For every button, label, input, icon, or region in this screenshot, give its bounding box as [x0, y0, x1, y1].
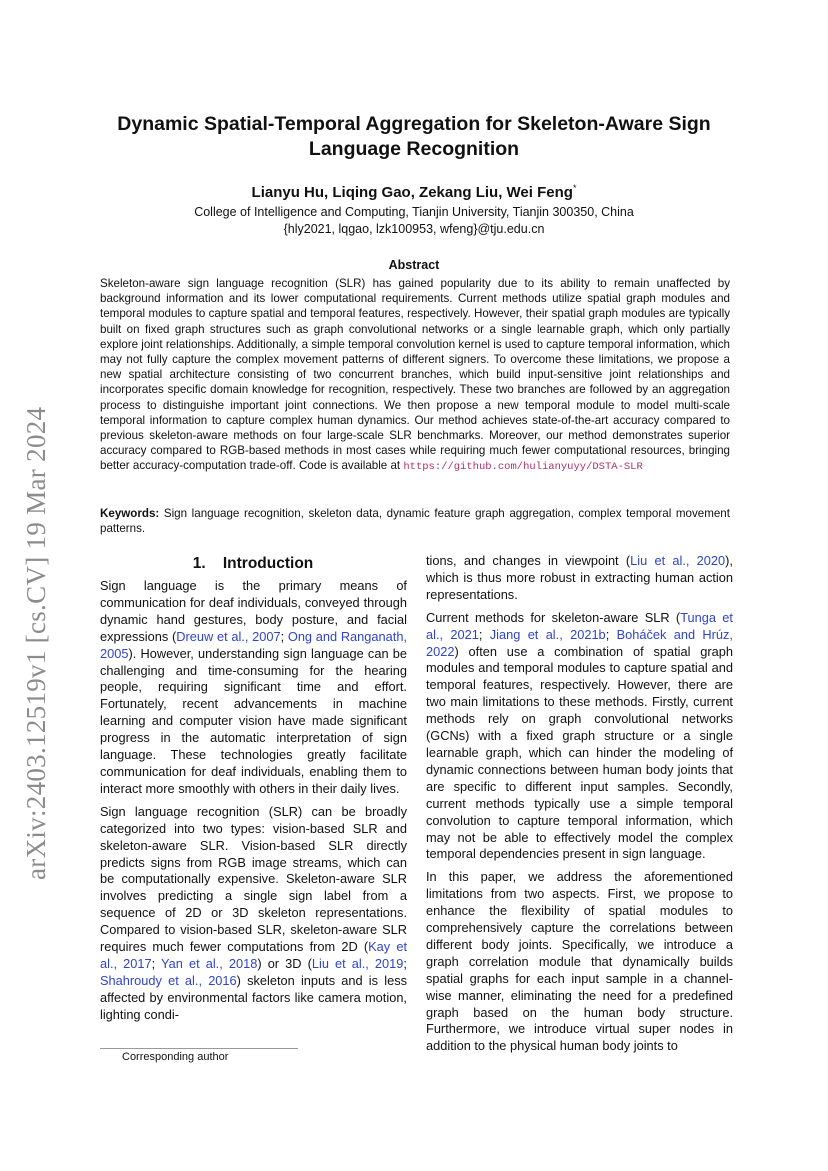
- abstract-heading: Abstract: [388, 258, 440, 272]
- paragraph-text: ), which is thus more robust in extracting human action representations.: [426, 553, 733, 602]
- citation-link[interactable]: Tunga et al., 2021: [426, 609, 733, 642]
- citation-link[interactable]: Dreuw et al., 2007: [176, 628, 281, 644]
- author-list: [100, 183, 728, 201]
- code-link[interactable]: https://github.com/hulianyuyy/DSTA-SLR: [403, 461, 643, 474]
- keywords-label: Keywords:: [100, 507, 160, 520]
- paragraph-text: ;: [151, 955, 162, 971]
- citation-link[interactable]: Liu et al., 2020: [630, 553, 726, 568]
- citation-link[interactable]: Liu et al., 2019: [311, 955, 404, 971]
- affiliation: College of Intelligence and Computing, Tianjin University, Tianjin 300350, China: [194, 205, 634, 219]
- paragraph-text: ). However, understanding sign language can be challenging and time-consuming for the hearing people, requiring significant time and effort. Fortunately, recent advancements in machine learning and computer vision have made significant progress in the automatic interpretation of sign language. These technologies greatly facilitate communication for deaf individuals, enabling them to interact more smoothly with others in their daily lives.: [100, 645, 407, 796]
- paragraph-text: Sign language is the primary means of communication for deaf individuals, conveyed through dynamic hand gestures, body posture, and facial expressions (: [100, 578, 407, 644]
- right-column: [426, 553, 733, 1061]
- citation-link[interactable]: Shahroudy et al., 2016: [100, 972, 237, 988]
- footnote: Corresponding author: [122, 1051, 229, 1063]
- footnote-rule: [100, 1048, 298, 1049]
- corresponding-mark: *: [572, 183, 577, 193]
- paragraph-text: Sign language recognition (SLR) can be broadly categorized into two types: vision-based SLR and skeleton-aware SLR. Vision-based SLR directly predicts signs from RGB image streams, which can be computationally expensive. Skeleton-aware SLR involves predicting a single sign label from a sequence of 2D or 3D skeleton representations. Compared to vision-based SLR, skeleton-aware SLR requires much fewer computations from 2D (: [100, 803, 407, 955]
- keywords: [100, 506, 730, 536]
- intro-paragraph-1: [100, 578, 407, 798]
- section-title: Introduction: [222, 555, 314, 572]
- author-names: Lianyu Hu, Liqing Gao, Zekang Liu, Wei Feng: [251, 184, 573, 201]
- arxiv-stamp-text: arXiv:2403.12519v1 [cs.CV] 19 Mar 2024: [21, 406, 51, 880]
- abstract-text: Skeleton-aware sign language recognition (SLR) has gained popularity due to its ability to remain unaffected by background information and its lower computational requirements. Current methods utilize spatial graph modules and temporal modules to capture spatial and temporal features, respectively. However, their spatial graph modules are typically built on fixed graph structures such as graph convolutional networks or a single learnable graph, which only partially explore joint relationships. Additionally, a simple temporal convolution kernel is used to capture temporal information, which may not fully capture the complex movement patterns of different signers. To overcome these limitations, we propose a new spatial architecture consisting of two concurrent branches, which build input-sensitive joint relationships and incorporates specific domain knowledge for recognition, respectively. These two branches are followed by an aggregation process to distinguishe important joint connections. We then propose a new temporal module to model multi-scale temporal information to capture complex human dynamics. Our method achieves state-of-the-art accuracy compared to previous skeleton-aware methods on four large-scale SLR benchmarks. Moreover, our method demonstrates superior accuracy compared to RGB-based methods in most cases while requiring much fewer computational resources, bringing better accuracy-computation trade-off.: [100, 277, 730, 473]
- intro-paragraph-4: [426, 610, 733, 864]
- paragraph-text: In this paper, we address the aforementioned limitations from two aspects. First, we propose to enhance the flexibility of spatial modules to comprehensively capture the correlations between different body joints. Specifically, we introduce a graph correlation module that dynamically builds spatial graphs for each input sample in a channel-wise manner, eliminating the need for a predefined graph based on the human body structure. Furthermore, we introduce virtual super nodes in addition to the physical human body joints to: [426, 869, 733, 1054]
- intro-paragraph-5: [426, 869, 733, 1055]
- section-heading-introduction: [100, 555, 406, 573]
- citation-link[interactable]: Kay et al., 2017: [100, 939, 407, 971]
- code-availability: Code is available at: [298, 459, 404, 473]
- paragraph-text: ) often use a combination of spatial graph modules and temporal modules to capture spatial and temporal features, respectively. However, there are two main limitations to these methods. Firstly, current methods rely on graph convolutional networks (GCNs) with a fixed graph structure or a single learnable graph, which can hinder the modeling of dynamic connections between human body joints that are specific to different input samples. Secondly, current methods typically use a simple temporal convolution to capture temporal information, which may not be able to effectively model the complex temporal dependencies present in sign language.: [426, 643, 733, 862]
- paper-title: Dynamic Spatial-Temporal Aggregation for Skeleton-Aware Sign Language Recognition: [117, 113, 711, 160]
- intro-paragraph-2: [100, 804, 407, 1024]
- citation-link[interactable]: Ong and Ranganath, 2005: [100, 628, 407, 661]
- paragraph-text: ) skeleton inputs and is less affected by environmental factors like camera motion, lighting condi-: [100, 972, 407, 1022]
- paragraph-text: ) or 3D (: [257, 955, 312, 971]
- affiliation-block: [100, 204, 728, 238]
- intro-paragraph-3: [426, 553, 733, 604]
- paragraph-text: tions, and changes in viewpoint (: [426, 553, 631, 568]
- left-column: [100, 578, 407, 1030]
- paragraph-text: ;: [605, 626, 617, 642]
- paragraph-text: ;: [403, 955, 407, 971]
- citation-link[interactable]: Jiang et al., 2021b: [489, 626, 606, 642]
- abstract-body: [100, 276, 730, 476]
- keywords-text: Sign language recognition, skeleton data, dynamic feature graph aggregation, complex temporal movement patterns.: [100, 507, 730, 536]
- paragraph-text: ;: [478, 626, 490, 642]
- citation-link[interactable]: Boháček and Hrúz, 2022: [426, 626, 733, 659]
- paragraph-text: ;: [280, 628, 288, 644]
- paragraph-text: Current methods for skeleton-aware SLR (: [426, 609, 681, 625]
- author-emails: {hly2021, lqgao, lzk100953, wfeng}@tju.edu.cn: [283, 222, 545, 236]
- section-number: 1.: [192, 555, 206, 572]
- citation-link[interactable]: Yan et al., 2018: [161, 955, 258, 971]
